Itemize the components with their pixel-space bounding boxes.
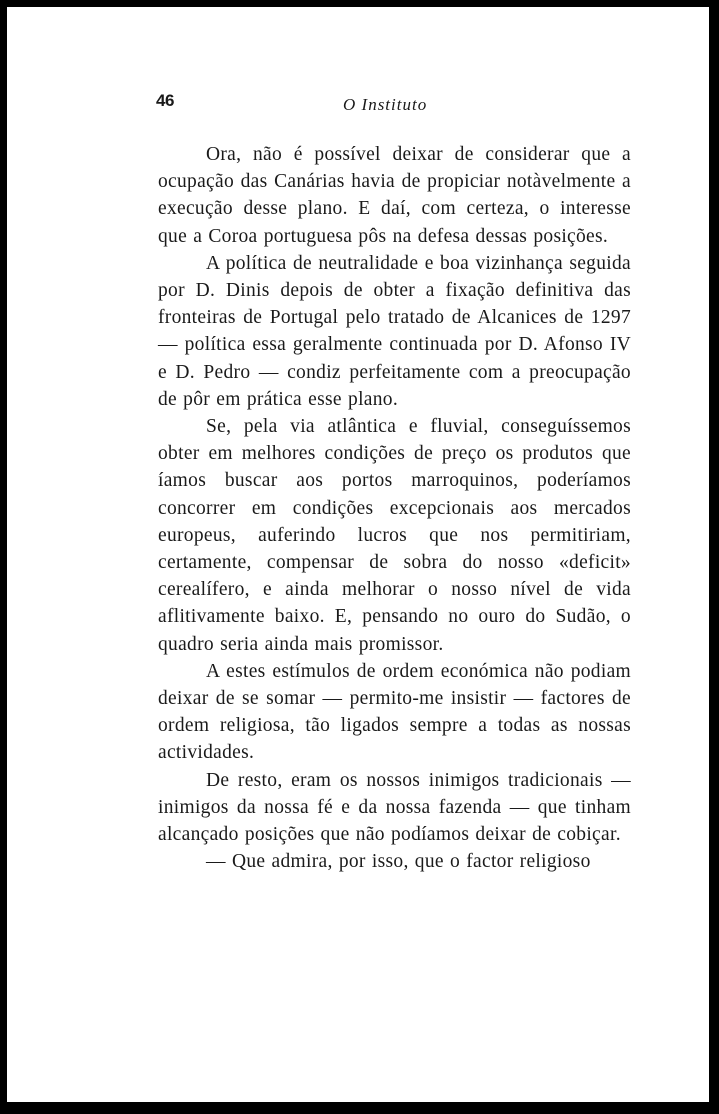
paragraph: — Que admira, por isso, que o factor religioso [206, 851, 591, 873]
paragraph: De resto, eram os nossos inimigos tradicionais — inimigos da nossa fé e da nossa fazenda — que tinham alcançado posições que não podíamos deixar de cobiçar. [158, 769, 631, 846]
page-number: 46 [156, 91, 174, 110]
body-text [158, 141, 631, 875]
paragraph: Ora, não é possível deixar de considerar que a ocupação das Canárias havia de propiciar notàvelmente a execução desse plano. E daí, com certeza, o interesse que a Coroa portuguesa pôs na defesa dessas posições. [158, 144, 631, 247]
book-page [7, 7, 709, 1102]
running-title: O Instituto [343, 95, 428, 114]
paragraph: A estes estímulos de ordem económica não podiam deixar de se somar — permito-me insistir — factores de ordem religiosa, tão ligados sempre a todas as nossas actividades. [158, 660, 631, 764]
paragraph: A política de neutralidade e boa vizinhança seguida por D. Dinis depois de obter a fixação definitiva das fronteiras de Portugal pelo tratado de Alcanices de 1297 — política essa geralmente continuada por D. Afonso IV e D. Pedro — condiz perfeitamente com a preocupação de pôr em prática esse plano. [158, 252, 631, 410]
paragraph: Se, pela via atlântica e fluvial, conseguíssemos obter em melhores condições de preço os produtos que íamos buscar aos portos marroquinos, poderíamos concorrer em condições excepcionais aos mercados europeus, auferindo lucros que nos permitiriam, certamente, compensar de sobra do nosso «deficit» cerealífero, e ainda melhorar o nosso nível de vida aflitivamente baixo. E, pensando no ouro do Sudão, o quadro seria ainda mais promissor. [158, 416, 631, 655]
